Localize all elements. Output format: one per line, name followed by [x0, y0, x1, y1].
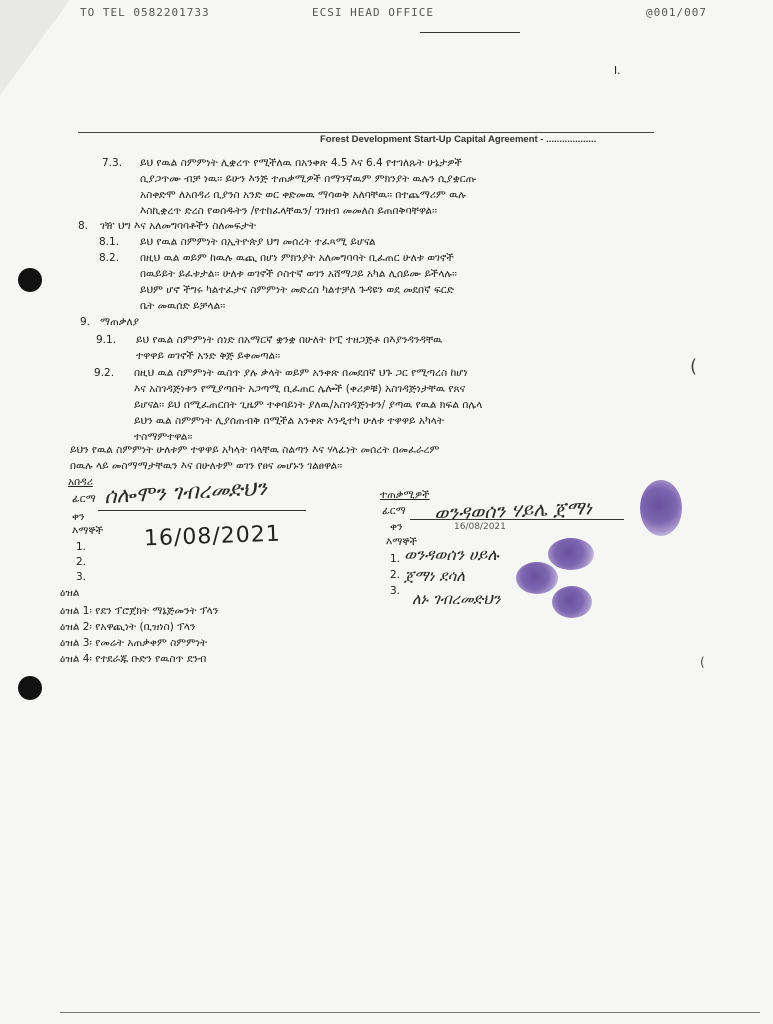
- lender-date: 16/08/2021: [143, 521, 282, 552]
- clause-9-1-line-1: ይህ የዉል ስምምነት ሰነድ በአማርኛ ቋንቋ በሁለት ኮፒ ተዘጋጅቶ በእያንዳንዳቸዉ: [136, 334, 443, 346]
- clause-7-3-line-1: ይህ የዉል ስምምነት ሊቋረጥ የሚችለዉ በአንቀጽ 4.5 እና 6.4 የተገለጹት ሁኔታዎች: [140, 157, 462, 169]
- clause-number: 8.2.: [99, 252, 120, 264]
- bottom-edge-line: [60, 1012, 760, 1013]
- punch-hole-top: [18, 268, 42, 292]
- beneficiary-heading: ተጠቃሚዎች: [380, 489, 430, 501]
- attachment-4: ዕዝል 4፡ የተደራጁ ቡድን የዉስጥ ደንብ: [60, 653, 207, 665]
- witness-right-1: 1.: [390, 553, 401, 565]
- witness-right-2-signature: ጀማነ ደሳለ: [404, 567, 466, 585]
- margin-mark: (: [690, 356, 698, 377]
- witness-right-2: 2.: [390, 569, 401, 581]
- document-header: Forest Development Start-Up Capital Agreement - ...................: [320, 134, 597, 145]
- fingerprint-witness-3: [552, 586, 592, 618]
- beneficiary-sign-label: ፊርማ: [382, 505, 406, 517]
- witness-left-1: 1.: [76, 541, 87, 553]
- header-rule: [78, 132, 654, 133]
- closing-line-1: ይህን የዉል ስምምነት ሁለቱም ተዋዋይ አካላት ባላቸዉ ስልጣን እና ሃላፊነት መሰረት በመፈራረም: [70, 444, 440, 456]
- attachment-3: ዕዝል 3፡ የመሬት አጠቃቀም ስምምነት: [60, 637, 208, 649]
- attachment-2: ዕዝል 2፡ የአዋጪነት (ቢዝነስ) ፕላን: [60, 621, 196, 633]
- witness-right-1-signature: ወንዳወሰን ሀይሉ: [404, 545, 499, 564]
- beneficiary-sign-line: [410, 519, 624, 520]
- clause-7-3-line-3: አስቀድሞ ለአበዳሪ ቢያንስ አንድ ወር ቀድመዉ ማሳወቅ አለባቸዉ፡፡ በተጨማሪም ዉሉ: [140, 189, 466, 201]
- clause-9-2-line-1: በዚህ ዉል ስምምነት ዉስጥ ያሉ ቃላት ወይም አንቀጽ በመደበኛ ህጉ ጋር የሚጣረስ ከሆነ: [134, 367, 468, 379]
- fingerprint-beneficiary: [640, 480, 682, 536]
- fax-page-count: @001/007: [646, 6, 707, 19]
- lender-heading: አበዳሪ: [68, 476, 93, 488]
- clause-7-3-line-2: ሲያጋጥሙ ብቻ ነዉ፡፡ ይሁን እንጅ ተጠቃሚዎች በማንኛዉም ምክንያት ዉሉን ሲያቋርጡ: [140, 173, 477, 185]
- clause-7-3-line-4: እስኪቋረጥ ድረስ የወሰዱትን /የተከፈላቸዉን/ ገንዘብ መመለስ ይጠበቅባቸዋል፡፡: [140, 205, 437, 217]
- lender-sign-line: [98, 510, 306, 511]
- section-8-title: ገዥ ህግ እና አለመግባባቶችን ስለመፍታት: [100, 220, 256, 232]
- beneficiary-date: 16/08/2021: [454, 522, 506, 532]
- attachments-heading: ዕዝል: [60, 587, 80, 599]
- beneficiary-signature: ወንዳወሰን ሃይሌ ጀማነ: [433, 497, 593, 525]
- lender-signature: ሰሎሞን ገብረመድህን: [103, 475, 268, 509]
- witness-right-3: 3.: [390, 585, 401, 597]
- margin-mark: (: [700, 655, 705, 669]
- clause-9-2-line-3: ይሆናል፡፡ ይህ በሚፈጠርበት ጊዜም ተቀባይነት ያለዉ/አስገዳጅነቱን/ ያጣዉ የዉል ክፍል በሌላ: [134, 399, 483, 411]
- clause-number: 8.1.: [99, 236, 120, 248]
- fax-sender-line: TO TEL 0582201733: [80, 6, 210, 19]
- page-mark: I.: [614, 65, 621, 77]
- clause-9-2-line-5: ተስማምተዋል፡፡: [134, 431, 193, 443]
- beneficiary-date-label: ቀን: [390, 521, 403, 533]
- fax-underline: [420, 32, 520, 33]
- witness-right-3-signature: ለኑ ገብረመድህን: [412, 590, 501, 608]
- closing-line-2: በዉሉ ላይ መስማማታቸዉን እና በሁለቱም ወገን የፀና መሆኑን ገልፀዋል፡፡: [70, 460, 343, 472]
- clause-8-2-line-4: ቤት መዉሰድ ይቻላል፡፡: [140, 300, 226, 312]
- attachment-1: ዕዝል 1፡ የደን ፕሮጀክት ማኔጅመንት ፕላን: [60, 605, 219, 617]
- clause-number: 9.2.: [94, 367, 115, 379]
- fingerprint-witness-1: [548, 538, 594, 570]
- section-number: 9.: [80, 316, 91, 328]
- clause-8-2-line-1: በዚህ ዉል ወይም ከዉሉ ዉጪ በሆነ ምክንያት አለመግባባት ቢፈጠር ሁለቱ ወገኖች: [140, 252, 454, 264]
- clause-8-2-line-2: በዉይይት ይፈቱታል፡፡ ሁለቱ ወገኖች ሶስተኛ ወገን አሸማጋይ አካል ሊሰይሙ ይችላሉ፡፡: [140, 268, 457, 280]
- clause-number: 9.1.: [96, 334, 117, 346]
- clause-9-1-line-2: ተዋዋይ ወገኖች አንድ ቅጅ ይቀመጣል፡፡: [136, 350, 281, 362]
- fingerprint-witness-2: [516, 562, 558, 594]
- clause-9-2-line-4: ይህን ዉል ስምምነት ሊያሰጠብቅ በሚችል አንቀጽ እንዲተካ ሁለቱ ተዋዋይ አካላት: [134, 415, 444, 427]
- witness-left-2: 2.: [76, 556, 87, 568]
- section-number: 8.: [78, 220, 89, 232]
- witnesses-left-heading: እማኞች: [72, 525, 104, 537]
- section-9-title: ማጠቃለያ: [100, 316, 140, 328]
- page-fold-corner: [0, 0, 70, 95]
- clause-8-2-line-3: ይህም ሆኖ ችግሩ ካልተፈታና ስምምነት መድረስ ካልተቻለ ጉዳዩን ወደ መደበኛ ፍርድ: [140, 284, 454, 296]
- witnesses-right-heading: እማኞች: [386, 536, 418, 548]
- lender-date-label: ቀን: [72, 511, 85, 523]
- witness-left-3: 3.: [76, 571, 87, 583]
- punch-hole-bottom: [18, 676, 42, 700]
- clause-8-1-line-1: ይህ የዉል ስምምነት በኢትዮጵያ ህግ መሰረት ተፈጻሚ ይሆናል: [140, 236, 376, 248]
- clause-9-2-line-2: እና አስገዳጅነቱን የሚያጣበት አጋጣሚ ቢፈጠር ሌሎች (ቀሪዎቹ) አስገዳጅነታቸዉ የጸና: [134, 383, 466, 395]
- clause-number: 7.3.: [102, 157, 123, 169]
- fax-office-line: ECSI HEAD OFFICE: [312, 6, 434, 19]
- lender-sign-label: ፊርማ: [72, 493, 96, 505]
